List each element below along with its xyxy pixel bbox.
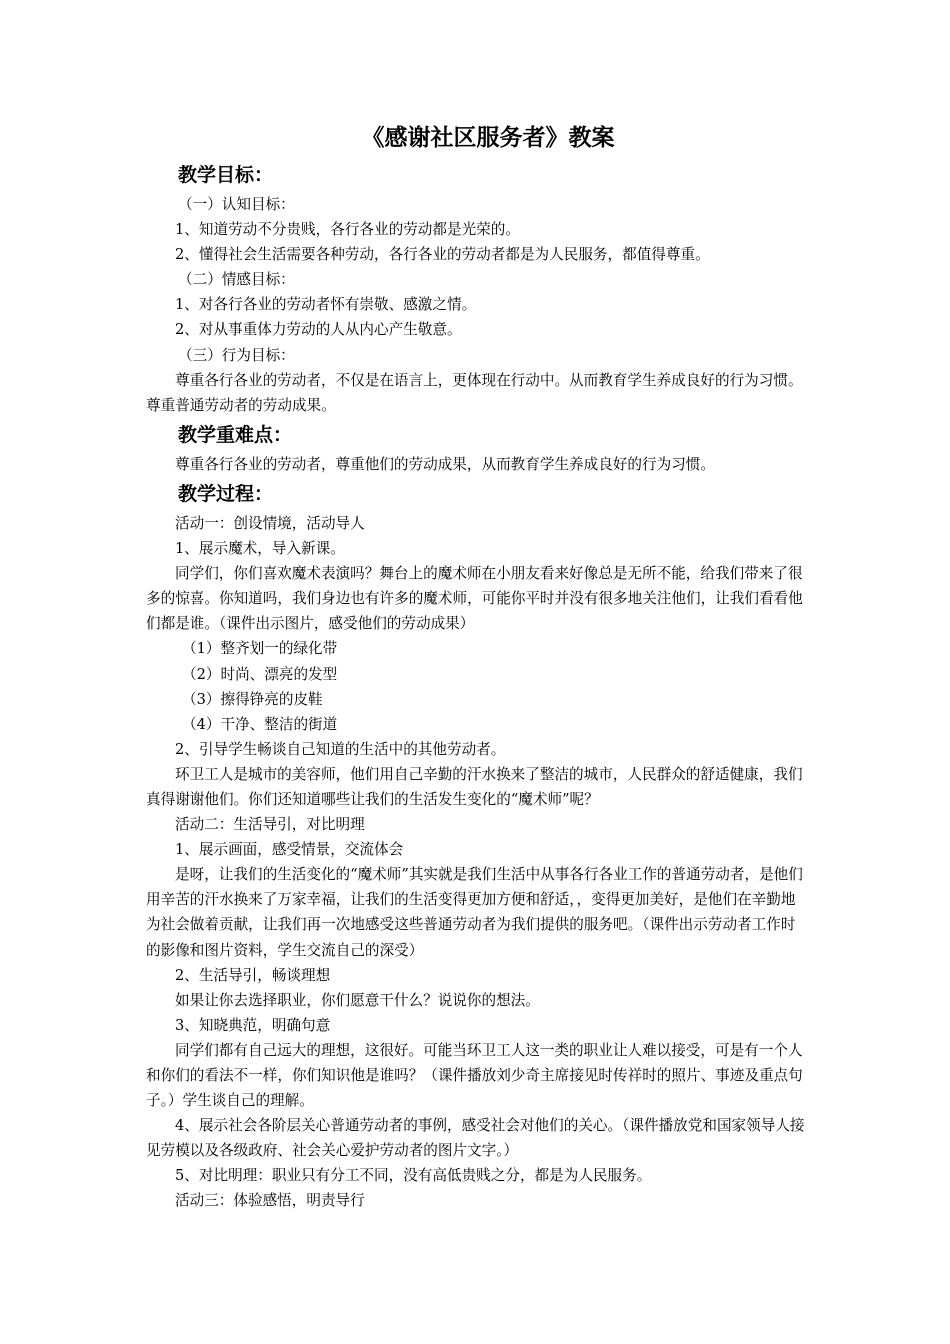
behavior-goal-text: 尊重各行各业的劳动者，不仅是在语言上，更体现在行动中。从而教育学生养成良好的行为习惯。尊重普通劳动者的劳动成果。 (146, 371, 803, 414)
list-item: （3）擦得铮亮的皮鞋 (182, 690, 323, 708)
activity-1-title: 活动一：创设情境，活动导人 (175, 514, 365, 532)
activity-3-title: 活动三：体验感悟，明责导行 (175, 1192, 365, 1210)
list-item: （4）干净、整洁的街道 (182, 715, 338, 733)
emotional-goal-label: （二）情感目标： (178, 271, 295, 289)
behavior-goal-label: （三）行为目标： (178, 346, 295, 364)
key-points-text: 尊重各行各业的劳动者，尊重他们的劳动成果，从而教育学生养成良好的行为习惯。 (175, 455, 715, 473)
cognitive-goal-1: 1、知道劳动不分贵贱，各行各业的劳动都是光荣的。 (175, 221, 520, 239)
document-title: 《感谢社区服务者》教案 (361, 125, 615, 151)
heading-teaching-process: 教学过程： (178, 482, 274, 505)
activity-2-step-2: 2、生活导引，畅谈理想 (175, 966, 331, 984)
activity-2-step-4: 4、展示社会各阶层关心普通劳动者的事例，感受社会对他们的关心。（课件播放党和国家领导人接见劳模以及各级政府、社会关心爱护劳动者的图片文字。） (146, 1117, 805, 1160)
activity-2-step-1: 1、展示画面，感受情景，交流体会 (175, 841, 404, 859)
activity-2-paragraph-1: 是呀，让我们的生活变化的“魔术师”其实就是我们生活中从事各行各业工作的普通劳动者，是他们用辛苦的汗水换来了万家幸福，让我们的生活变得更加方便和舒适，，变得更加美好，是他们在辛勤地为社会做着贡献，让我们再一次地感受这些普通劳动者为我们提供的服务吧。（课件出示劳动者工作时的影像和图片资料，学生交流自己的深受） (146, 866, 803, 959)
activity-1-paragraph-1: 同学们，你们喜欢魔术表演吗？舞台上的魔术师在小朋友看来好像总是无所不能，给我们带来了很多的惊喜。你知道吗，我们身边也有许多的魔术师，可能你平时并没有很多地关注他们，让我们看看他们都是谁。（课件出示图片，感受他们的劳动成果） (146, 565, 803, 633)
activity-1-paragraph-2: 环卫工人是城市的美容师，他们用自己辛勤的汗水换来了整洁的城市，人民群众的舒适健康，我们真得谢谢他们。你们还知道哪些让我们的生活发生变化的“魔术师”呢？ (146, 765, 803, 808)
activity-1-step-1: 1、展示魔术，导入新课。 (175, 540, 345, 558)
list-item: （2）时尚、漂亮的发型 (182, 665, 338, 683)
activity-2-title: 活动二：生活导引，对比明理 (175, 816, 365, 834)
activity-2-step-5: 5、对比明理：职业只有分工不同，没有高低贵贱之分，都是为人民服务。 (175, 1167, 652, 1185)
cognitive-goal-2: 2、懂得社会生活需要各种劳动，各行各业的劳动者都是为人民服务，都值得尊重。 (175, 246, 710, 264)
activity-2-step-3: 3、知晓典范，明确句意 (175, 1016, 331, 1034)
activity-2-paragraph-2: 如果让你去选择职业，你们愿意干什么？说说你的想法。 (175, 991, 540, 1009)
list-item: （1）整齐划一的绿化带 (182, 640, 338, 658)
emotional-goal-1: 1、对各行各业的劳动者怀有崇敬、感激之情。 (175, 296, 477, 314)
heading-teaching-goals: 教学目标： (178, 164, 274, 186)
activity-1-step-2: 2、引导学生畅谈自己知道的生活中的其他劳动者。 (175, 740, 506, 758)
cognitive-goal-label: （一）认知目标： (178, 196, 295, 213)
activity-2-paragraph-3: 同学们都有自己远大的理想，这很好。可能当环卫工人这一类的职业让人难以接受，可是有一个人和你们的看法不一样，你们知识他是谁吗？（课件播放刘少奇主席接见时传祥时的照片、事迹及重点句子。）学生谈自己的理解。 (146, 1041, 803, 1110)
heading-key-points: 教学重难点： (178, 423, 293, 446)
lesson-plan-page (146, 118, 810, 1214)
emotional-goal-2: 2、对从事重体力劳动的人从内心产生敬意。 (175, 321, 462, 339)
